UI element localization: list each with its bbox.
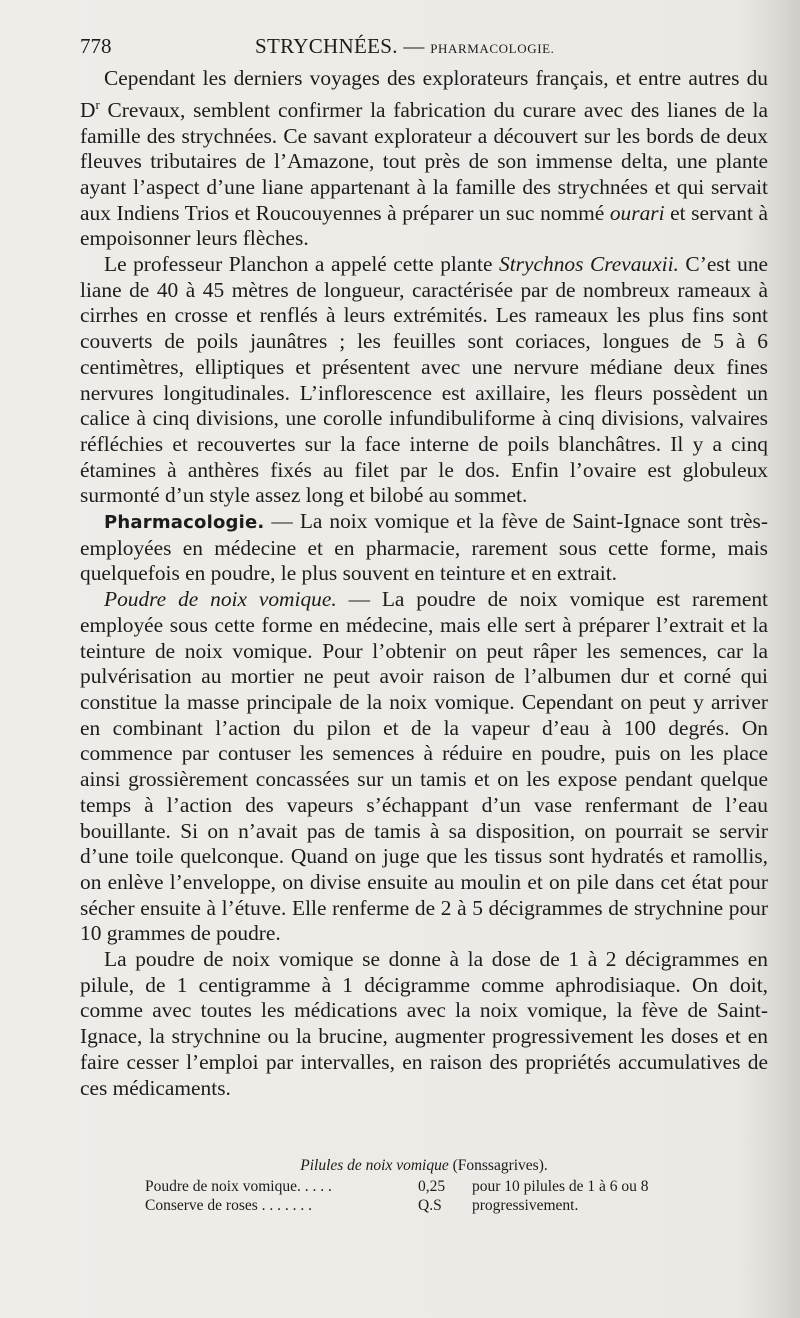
header-dash: —: [403, 34, 425, 58]
body-text: [80, 66, 768, 1101]
running-title: [255, 34, 555, 59]
recipe-source: (Fonssagrives).: [448, 1157, 548, 1174]
running-header: [80, 34, 770, 64]
italic-species-name: Strychnos Crevauxii.: [499, 252, 679, 277]
recipe-row: [80, 1196, 768, 1215]
subsection-heading-poudre: Poudre de noix vomique.: [104, 587, 337, 612]
recipe-ingredient: Conserve de roses . . . . . . .: [145, 1197, 313, 1214]
text-span: — La poudre de noix vomique est rarement employée sous cette forme en médecine, mais elle sert à préparer l’extrait et la teinture de noix vomique. Pour l’obtenir on peut râper les semences, car la pulvérisation au mortier ne peut avoir raison de l’albumen dur et corné qui constitue la masse principale de la noix vomique. Cependant on peut y arriver en combinant l’action du pilon et de la vapeur d’eau à 100 degrés. On commence par contuser les semences à réduire en poudre, puis on les place ainsi grossièrement concassées sur un tamis et on les expose pendant quelque temps à l’action des vapeurs s’échappant d’un vase renfermant de l’eau bouillante. Si on n’avait pas de tamis à sa disposition, on pourrait se servir d’une toile quelconque. Quand on juge que les tissus sont hydratés et ramollis, on enlève l’enveloppe, on divise ensuite au moulin et on pile dans cet état pour sécher ensuite à l’étuve. Elle renferme de 2 à 5 décigrammes de strychnine pour 10 grammes de poudre.: [80, 587, 768, 946]
section-title: PHARMACOLOGIE.: [430, 41, 555, 56]
recipe-quantity: 0,25: [418, 1178, 446, 1195]
recipe-quantity: Q.S: [418, 1197, 442, 1214]
superscript: r: [95, 96, 100, 112]
italic-term: ourari: [609, 200, 665, 225]
text-span: La poudre de noix vomique se donne à la dose de 1 à 2 décigrammes en pilule, de 1 centigramme à 1 décigramme comme aphrodisiaque. On doit, comme avec toutes les médications avec la noix vomique, la fève de Saint-Ignace, la strychnine ou la brucine, augmenter progressivement les doses et en faire cesser l’emploi par intervalles, en raison des propriétés accumulatives de ces médicaments.: [80, 947, 768, 1100]
text-span: Crevaux, semblent confirmer la fabrication du curare avec des lianes de la famille des strychnées. Ce savant explorateur a découvert sur les bords de deux fleuves tributaires de l’Amazone, tout près de son immense delta, une plante ayant l’aspect d’une liane appartenant à la famille des strychnées et qui servait aux Indiens Trios et Roucouyennes à préparer un suc nommé: [80, 97, 768, 225]
text-span: — La noix vomique et la fève de Saint-Ignace sont très-employées en médecine et en pharmacie, rarement sous cette forme, mais quelquefois en poudre, le plus souvent en teinture et en extrait.: [80, 509, 768, 586]
text-span: Le professeur Planchon a appelé cette plante: [104, 252, 500, 277]
recipe-row: [80, 1177, 768, 1196]
paragraph-poudre: [80, 587, 768, 947]
recipe-title: [80, 1156, 768, 1175]
chapter-title: STRYCHNÉES.: [255, 34, 398, 58]
paragraph-strychnos-crevauxii: [80, 252, 768, 509]
text-span: et servant à empoisonner leurs flèches.: [80, 200, 768, 251]
paragraph-pharmacologie: [80, 509, 768, 587]
recipe-note: pour 10 pilules de 1 à 6 ou 8: [472, 1178, 649, 1195]
page-number: 778: [80, 34, 112, 58]
recipe-block: [80, 1156, 768, 1215]
text-span: C’est une liane de 40 à 45 mètres de longueur, caractérisée par de nombreux rameaux à cirrhes en crosse et renflés à leurs extrémités. Les rameaux les plus fins sont couverts de poils jaunâtres ; les feuilles sont coriaces, longues de 5 à 6 centimètres, elliptiques et présentent avec une nervure médiane deux fines nervures longitudinales. L’inflorescence est axillaire, les fleurs possèdent un calice à cinq divisions, une corolle infundibuliforme à cinq divisions, valvaires réfléchies et recouvertes sur la face interne de poils blanchâtres. Il y a cinq étamines à anthères fixés au filet par le dos. Enfin l’ovaire est globuleux surmonté d’un style assez long et bilobé au sommet.: [80, 252, 769, 508]
recipe-note: progressivement.: [472, 1197, 579, 1214]
recipe-ingredient: Poudre de noix vomique. . . . .: [145, 1178, 332, 1195]
text-span: Cependant les derniers voyages des explorateurs français, et entre autres du D: [80, 66, 768, 122]
paragraph-curare-crevaux: [80, 66, 768, 252]
paragraph-dosage: [80, 947, 768, 1101]
recipe-name: Pilules de noix vomique: [300, 1157, 449, 1174]
section-heading-pharmacologie: Pharmacologie.: [104, 512, 265, 534]
